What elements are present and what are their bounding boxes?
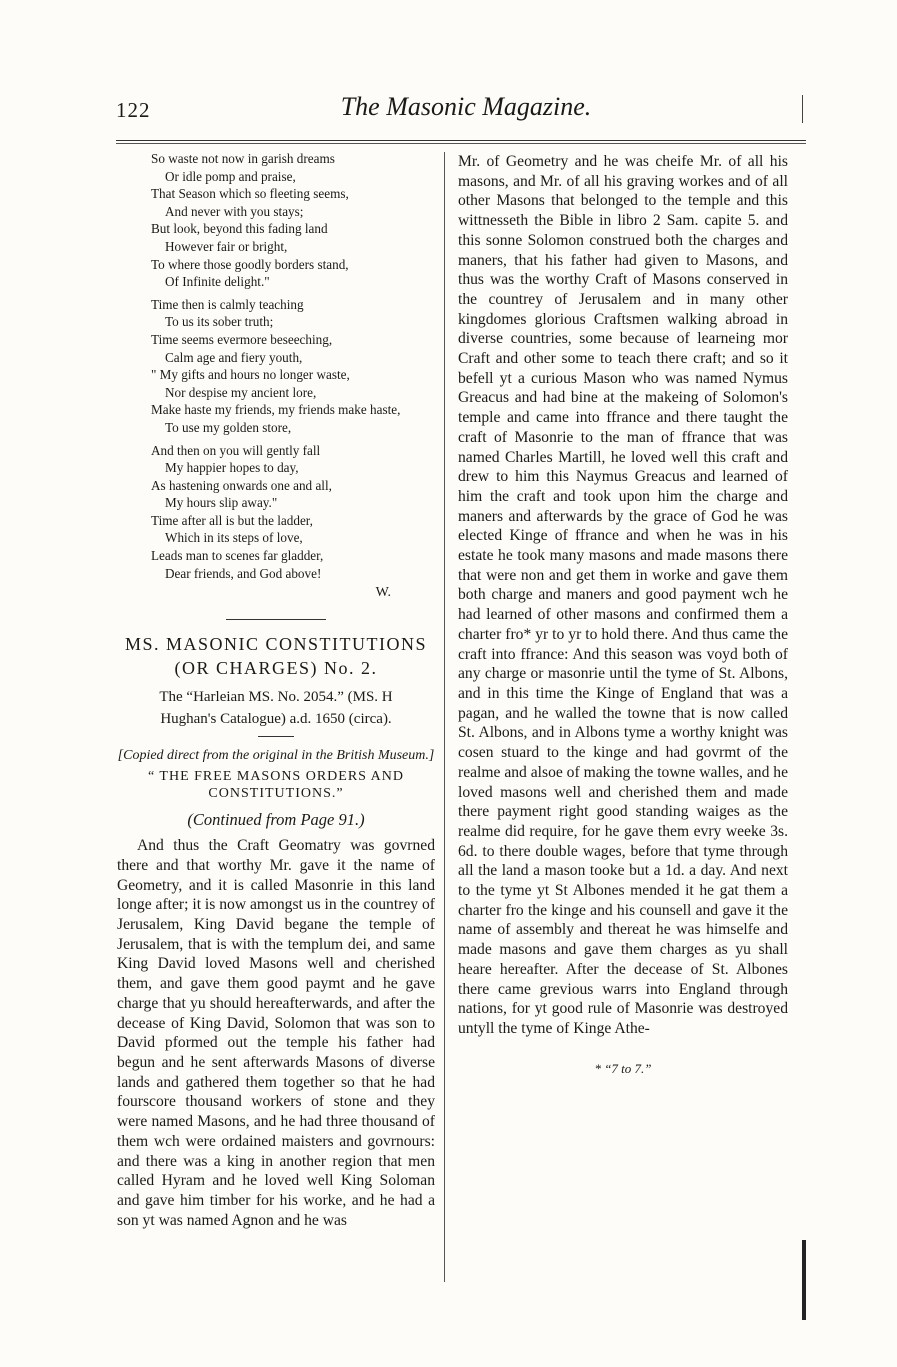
article-body-right: Mr. of Geometry and he was cheife Mr. of all his masons, and Mr. of all his graving workes and of all other Masons that belonged to the temple and this wittnesseth the Bible in libro 2 Sam. capite 5. and this sonne Solomon construed both the charges and maners, that his father had given to Masons, and thus was the worthy Craft of Masons conserved in the countrey of Jerusalem and in many other kingdomes glorious Craftsmen walking abroad in diverse countries, some because of learneing mor Craft and other some to teach there craft; and so it befell yt a curious Mason who was named Nymus Greacus and had bine at the makeing of Solomon's temple and came into ffrance and there taught the craft of Masonrie to the man of ffrance that was named Charles Martill, he loved well this craft and drew to him this Naymus Greacus and learned of him the craft and took upon him the charge and maners and afterwards by the grace of God he was elected Kinge of ffrance and when he was in his estate he took many masons and made masons there that were non and get them in worke and gave them both charge and maners and good payment wch he had learned of other masons and confirmed them a charter fro* yr to yr to hold there. And thus came the craft into ffrance: And this season was voyd both of any charge or masonrie until the tyme of St. Albons, and in this time the Kinge of England that was a pagan, and he walled the towne that is now called St. Albons, and in Albons tyme a worthy knight was cosen stuard to the kinge and had govrmt of the realme and alsoe of making the towne walles, and he loved masons well and cherished them and made there payment right good standing waiges as the realme did require, for he gave them evry weeke 3s. 6d. to there double wages, before that tyme through all the land a mason tooke but a 1d. a day. And next to the tyme yt St Albones mended it he gat them a charter fro the kinge and his counsell and gave it the name of assembly and thereat he was himselfe and made masons and gave them charges as yu shall heare hereafter. After the decease of St. Albones there came grevious warrs into England through nations, for yt good rule of Masonrie was destroyed untyll the tyme of Kinge Athe- [458,153,788,1037]
body-paragraph: And thus the Craft Geomatry was govrned there and that worthy Mr. gave it the name of Geometry, and it is called Masonrie in this land longe after; it is now amongst us in the countrey of Jerusalem, King David begane the temple of Jerusalem, that is with the templum dei, and same King David loved Masons well and cherished them, and gave them good paymt and he gave charge that yu should hereafterwards, and after the decease of King David, Solomon that was son to David pformed out the temple his father had begun and he sent afterwards Masons of diverse lands and gathered them together so that he had fourscore thousand workers of stone and they were named Masons, and he had three thousand of them wch were ordained maisters and govrnours: and there was a king in another region that men called Hyram and he loved well King Soloman and gave him timber for his worke, and he had a son yt was named Agnon and he was [117,837,435,1229]
article-subtitle [117,686,435,730]
margin-bar [802,1240,806,1320]
poem-line: Calm age and fiery youth, [165,349,303,365]
poem-line: That Season which so fleeting seems, [151,186,349,202]
poem-line: Time seems evermore beseeching, [151,331,333,347]
article-title [117,632,435,680]
page-number: 122 [116,98,151,122]
poem-line: So waste not now in garish dreams [151,151,335,166]
header-rule-double [116,143,806,144]
poem-line: My hours slip away." [165,495,278,511]
poem-line: Which in its steps of love, [165,530,303,546]
poem-line: As hastening onwards one and all, [151,477,332,493]
document-heading: “ THE FREE MASONS ORDERS AND CONSTITUTIONS.” [147,769,405,802]
article-title-line: (OR CHARGES) No. 2. [174,658,378,679]
source-note: [Copied direct from the original in the British Museum.] [117,748,435,764]
poem-line: Of Infinite delight." [165,274,270,290]
poem-line: Time then is calmly teaching [151,296,304,312]
article-body-left [117,836,435,1230]
poem-stanza-1 [151,150,435,291]
left-column [117,150,435,1230]
poem [151,150,435,582]
article-subtitle-line: Hughan's Catalogue) a.d. 1650 (circa). [160,711,392,728]
poem-line: However fair or bright, [165,238,288,254]
poem-line: To where those goodly borders stand, [151,256,349,272]
poem-line: " My gifts and hours no longer waste, [151,367,350,383]
poem-signature: W. [375,585,391,601]
poem-stanza-2 [151,296,435,437]
header-margin-mark [802,95,803,123]
poem-line: Dear friends, and God above! [165,565,322,581]
section-rule [226,619,326,620]
column-divider [444,152,445,1282]
poem-line: Time after all is but the ladder, [151,512,313,528]
page-header [116,92,816,132]
poem-line: My happier hopes to day, [165,460,299,476]
poem-line: But look, beyond this fading land [151,221,328,237]
subtitle-rule [258,736,294,737]
poem-stanza-3 [151,442,435,583]
poem-line: And then on you will gently fall [151,442,321,458]
running-title: The Masonic Magazine. [340,92,592,121]
poem-line: Or idle pomp and praise, [165,168,296,184]
article-title-line: MS. MASONIC CONSTITUTIONS [124,634,428,655]
poem-line: And never with you stays; [165,203,304,219]
header-rule [116,140,806,141]
footnote: * “7 to 7.” [594,1060,652,1076]
right-column [458,152,788,1077]
continued-note: (Continued from Page 91.) [187,810,365,830]
poem-line: Nor despise my ancient lore, [165,384,317,400]
poem-line: Leads man to scenes far gladder, [151,548,324,564]
article-subtitle-line: The “Harleian MS. No. 2054.” (MS. H [159,689,393,706]
poem-line: Make haste my friends, my friends make haste, [151,402,401,418]
poem-line: To use my golden store, [165,419,292,435]
poem-line: To us its sober truth; [165,314,274,330]
